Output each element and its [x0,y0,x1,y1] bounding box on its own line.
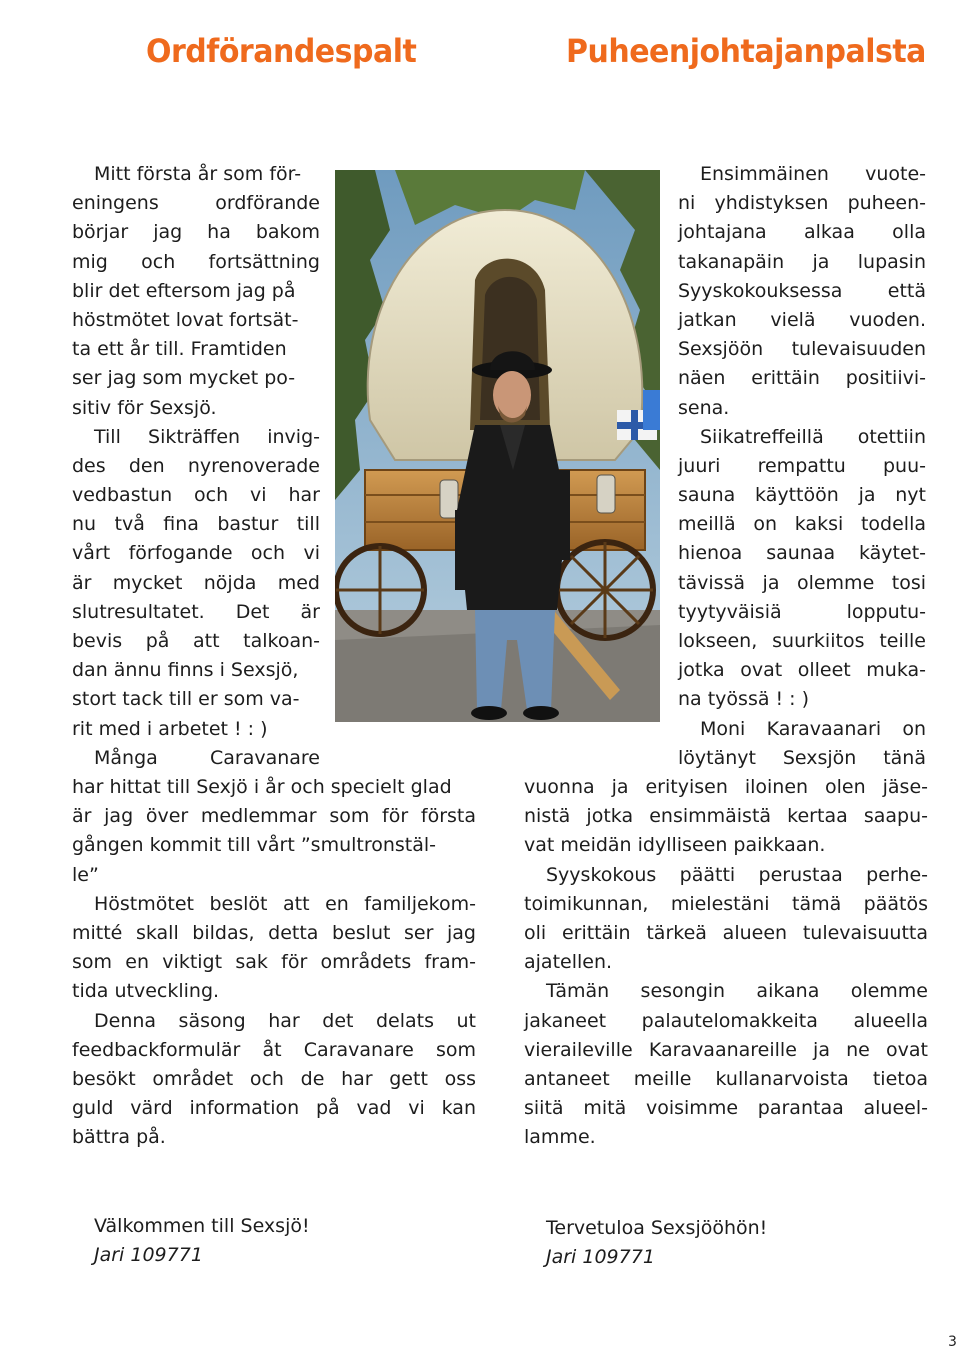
text-line: toimikunnan, mielestäni tämä päätös [524,892,928,915]
text-line: takanapäin ja lupasin [678,250,926,273]
text-line: Denna säsong har det delats ut [94,1009,476,1032]
text-line: slutresultatet. Det är [72,600,320,623]
text-line: vuonna ja erityisen iloinen olen jäse- [524,776,928,798]
text-line: mig och fortsättning [72,250,320,273]
text-line: mitté skall bildas, detta beslut ser jag [72,921,476,944]
text-line: tida utveckling. [72,980,220,1003]
text-line: löytänyt Sexsjön tänä [678,746,926,769]
text-line: dan ännu finns i Sexsjö, [72,659,299,682]
swedish-signoff [94,1212,310,1270]
text-line: des den nyrenoverade [72,454,320,477]
text-line: har hittat till Sexjö i år och specielt glad [72,776,452,798]
text-line: Sexsjöön tulevaisuuden [678,338,926,361]
text-line: jakaneet palautelomakkeita alueella [524,1009,928,1032]
text-line: le” [72,863,99,886]
text-line: Höstmötet beslöt att en familjekom- [94,892,476,915]
text-line: tävissä ja olemme tosi [678,571,926,594]
text-line: ta ett år till. Framtiden [72,338,287,361]
text-line: na työssä ! : ) [678,688,810,711]
text-line: Mitt första år som för- [94,163,302,185]
finnish-signature: Jari 109771 [546,1246,655,1268]
text-line: eningens ordförande [72,192,320,215]
photo-man-with-covered-wagon [335,170,660,722]
text-line: antaneet meille kullanarvoista tietoa [524,1067,928,1090]
finnish-text-beside-photo [678,160,926,773]
text-line: vieraileville Karavaanareille ja ne ovat [524,1038,928,1061]
text-line: höstmötet lovat fortsät- [72,308,299,331]
page-number: 3 [948,1334,957,1350]
text-line: Syyskokouksessa että [678,279,926,302]
text-line: feedbackformulär åt Caravanare som [72,1038,476,1061]
text-line: besökt området och de har gett oss [72,1067,476,1090]
text-line: oli erittäin tärkeä alueen tulevaisuutta [524,921,928,944]
text-line: blir det eftersom jag på [72,279,296,302]
swedish-text-full-width [72,773,476,1152]
text-line: nu två fina bastur till [72,513,320,536]
text-line: sena. [678,396,730,419]
finnish-closing: Tervetuloa Sexsjööhön! [546,1217,768,1239]
text-line: ajatellen. [524,951,613,974]
text-line: Till Sikträffen invig- [94,425,320,448]
text-line: Ensimmäinen vuote- [700,163,926,185]
text-line: Syyskokous päätti perustaa perhe- [546,863,928,886]
text-line: sauna käyttöön ja nyt [678,484,926,507]
swedish-text-beside-photo [72,160,320,773]
text-line: lamme. [524,1126,596,1149]
text-line: Tämän sesongin aikana olemme [546,980,928,1003]
text-line: Siikatreffeillä otettiin [700,425,926,448]
finnish-signoff [546,1214,767,1272]
text-line: vat meidän idylliseen paikkaan. [524,834,826,857]
text-line: sitiv för Sexsjö. [72,396,217,419]
text-line: hienoa saunaa käytet- [678,542,926,565]
text-line: Många Caravanare [94,746,320,769]
text-line: vårt förfogande och vi [72,542,320,565]
text-line: tyytyväisiä lopputu- [678,600,926,623]
text-line: siitä mitä voisimme parantaa alueel- [524,1097,928,1120]
text-line: Moni Karavaanari on [700,717,926,740]
text-line: juuri rempattu puu- [678,454,926,477]
text-line: börjar jag ha bakom [72,221,320,244]
text-line: bättra på. [72,1126,166,1149]
text-line: bevis på att talkoan- [72,630,320,652]
text-line: lokseen, suurkiitos teille [678,630,926,652]
text-line: gången kommit till vårt ”smultronstäl- [72,834,437,857]
text-line: johtajana alkaa olla [678,221,926,244]
text-line: ni yhdistyksen puheen- [678,192,926,215]
text-line: meillä on kaksi todella [678,513,926,536]
text-line: är jag över medlemmar som för första [72,805,476,828]
swedish-closing: Välkommen till Sexsjö! [94,1215,310,1237]
heading-swedish: Ordförandespalt [146,32,417,71]
text-line: som en viktigt sak för områdets fram- [72,951,476,974]
text-line: är mycket nöjda med [72,571,320,594]
text-line: rit med i arbetet ! : ) [72,717,268,740]
swedish-signature: Jari 109771 [94,1244,203,1266]
text-line: jatkan vielä vuoden. [678,308,926,331]
finnish-text-full-width [524,773,928,1152]
heading-finnish: Puheenjohtajanpalsta [566,32,926,71]
text-line: stort tack till er som va- [72,688,300,711]
text-line: guld värd information på vad vi kan [72,1097,476,1120]
text-line: näen erittäin positiivi- [678,367,926,390]
text-line: vedbastun och vi har [72,484,320,507]
text-line: ser jag som mycket po- [72,367,296,390]
text-line: jotka ovat olleet muka- [678,659,926,682]
text-line: nistä jotka ensimmäistä kertaa saapu- [524,805,928,828]
